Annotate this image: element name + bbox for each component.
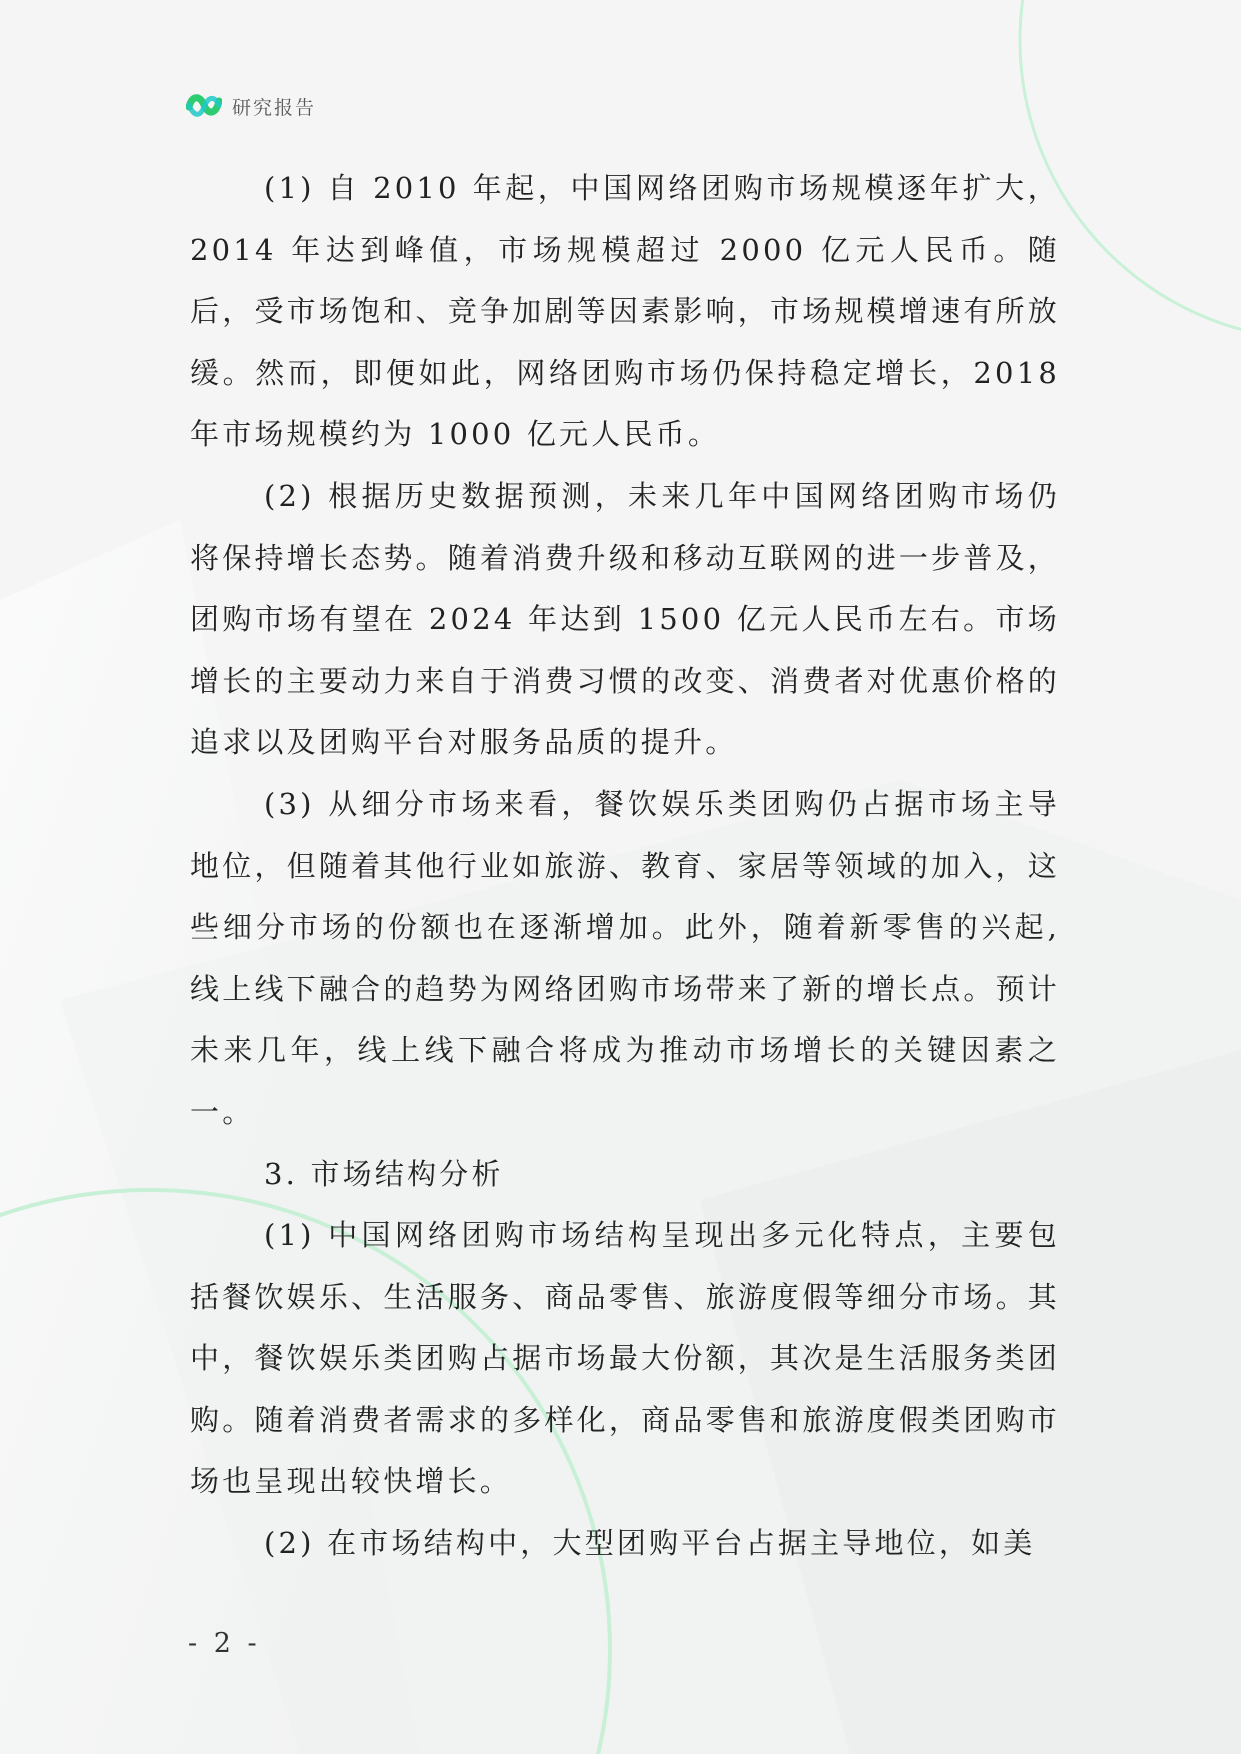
document-body [190, 158, 1060, 1575]
header-label: 研究报告 [232, 96, 317, 119]
page-number: - 2 - [188, 1628, 261, 1659]
document-header [186, 88, 316, 124]
paragraph: (2) 根据历史数据预测，未来几年中国网络团购市场仍将保持增长态势。随着消费升级和移动互联网的进一步普及，团购市场有望在 2024 年达到 1500 亿元人民币左右。市场增长的主要动力来自于消费习惯的改变、消费者对优惠价格的追求以及团购平台对服务品质的提升。 [190, 478, 1060, 760]
brand-logo-icon [186, 91, 222, 121]
paragraph: (3) 从细分市场来看，餐饮娱乐类团购仍占据市场主导地位，但随着其他行业如旅游、教育、家居等领域的加入，这些细分市场的份额也在逐渐增加。此外，随着新零售的兴起,线上线下融合的趋势为网络团购市场带来了新的增长点。预计未来几年，线上线下融合将成为推动市场增长的关键因素之一。 [190, 786, 1060, 1129]
paragraph: (1) 自 2010 年起，中国网络团购市场规模逐年扩大，2014 年达到峰值，市场规模超过 2000 亿元人民币。随后，受市场饱和、竞争加剧等因素影响，市场规模增速有所放缓。然而，即便如此，网络团购市场仍保持稳定增长，2018 年市场规模约为 1000 亿元人民币。 [190, 171, 1060, 452]
section-heading: 3. 市场结构分析 [264, 1156, 504, 1191]
paragraph: (1) 中国网络团购市场结构呈现出多元化特点，主要包括餐饮娱乐、生活服务、商品零售、旅游度假等细分市场。其中，餐饮娱乐类团购占据市场最大份额，其次是生活服务类团购。随着消费者需求的多样化，商品零售和旅游度假类团购市场也呈现出较快增长。 [190, 1218, 1060, 1499]
paragraph: (2) 在市场结构中，大型团购平台占据主导地位，如美 [264, 1526, 1036, 1561]
